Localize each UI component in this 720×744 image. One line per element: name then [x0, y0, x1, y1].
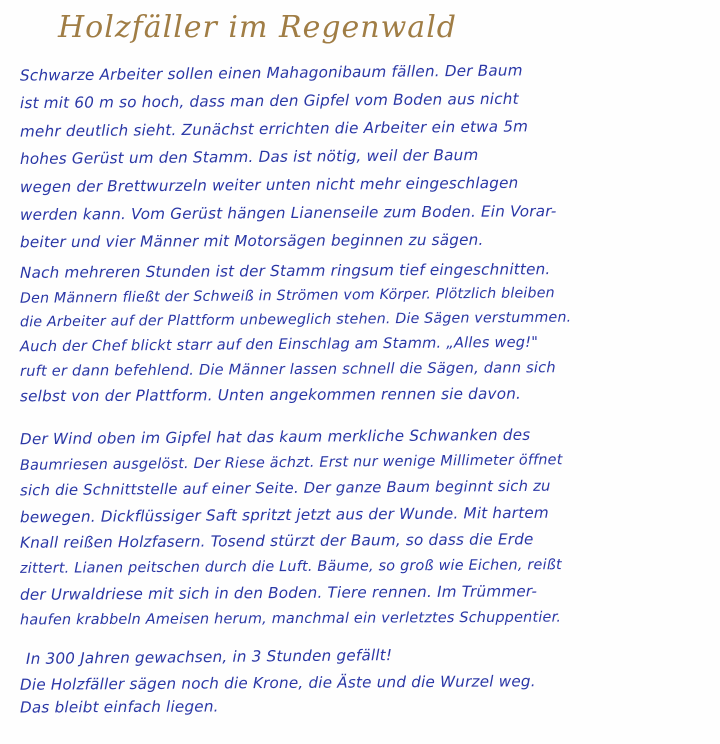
- text-line: Auch der Chef blickt starr auf den Einschlag am Stamm. „Alles weg!": [19, 333, 539, 356]
- text-line: ist mit 60 m so hoch, dass man den Gipfel vom Boden aus nicht: [19, 89, 519, 113]
- text-line: In 300 Jahren gewachsen, in 3 Stunden gefällt!: [25, 646, 393, 668]
- text-line: sich die Schnittstelle auf einer Seite. Der ganze Baum beginnt sich zu: [19, 477, 551, 500]
- text-line: der Urwaldriese mit sich in den Boden. Tiere rennen. Im Trümmer-: [19, 582, 538, 604]
- text-line: die Arbeiter auf der Plattform unbeweglich stehen. Die Sägen verstummen.: [19, 309, 572, 331]
- text-line: Das bleibt einfach liegen.: [19, 697, 219, 717]
- text-line: beiter und vier Männer mit Motorsägen beginnen zu sägen.: [19, 230, 484, 252]
- text-line: Baumriesen ausgelöst. Der Riese ächzt. Erst nur wenige Millimeter öffnet: [19, 452, 563, 474]
- text-line: Die Holzfäller sägen noch die Krone, die Äste und die Wurzel weg.: [19, 672, 536, 694]
- text-line: haufen krabbeln Ameisen herum, manchmal ein verletztes Schuppentier.: [19, 609, 562, 629]
- text-line: Schwarze Arbeiter sollen einen Mahagonibaum fällen. Der Baum: [19, 61, 523, 85]
- text-line: selbst von der Plattform. Unten angekommen rennen sie davon.: [19, 384, 522, 406]
- text-line: mehr deutlich sieht. Zunächst errichten die Arbeiter ein etwa 5m: [19, 117, 529, 141]
- text-line: ruft er dann befehlend. Die Männer lassen schnell die Sägen, dann sich: [19, 359, 556, 380]
- text-line: zittert. Lianen peitschen durch die Luft. Bäume, so groß wie Eichen, reißt: [19, 557, 562, 577]
- text-line: hohes Gerüst um den Stamm. Das ist nötig, weil der Baum: [19, 146, 479, 168]
- page-title: Holzfäller im Regenwald: [58, 10, 457, 45]
- text-line: Der Wind oben im Gipfel hat das kaum merkliche Schwanken des: [19, 425, 531, 449]
- text-line: werden kann. Vom Gerüst hängen Lianenseile zum Boden. Ein Vorar-: [19, 202, 557, 224]
- text-line: Den Männern fließt der Schweiß in Strömen vom Körper. Plötzlich bleiben: [19, 285, 555, 307]
- text-line: Nach mehreren Stunden ist der Stamm ringsum tief eingeschnitten.: [19, 260, 551, 282]
- text-line: Knall reißen Holzfasern. Tosend stürzt der Baum, so dass die Erde: [19, 530, 534, 552]
- text-line: wegen der Brettwurzeln weiter unten nicht mehr eingeschlagen: [19, 173, 519, 197]
- text-line: bewegen. Dickflüssiger Saft spritzt jetzt aus der Wunde. Mit hartem: [19, 503, 549, 527]
